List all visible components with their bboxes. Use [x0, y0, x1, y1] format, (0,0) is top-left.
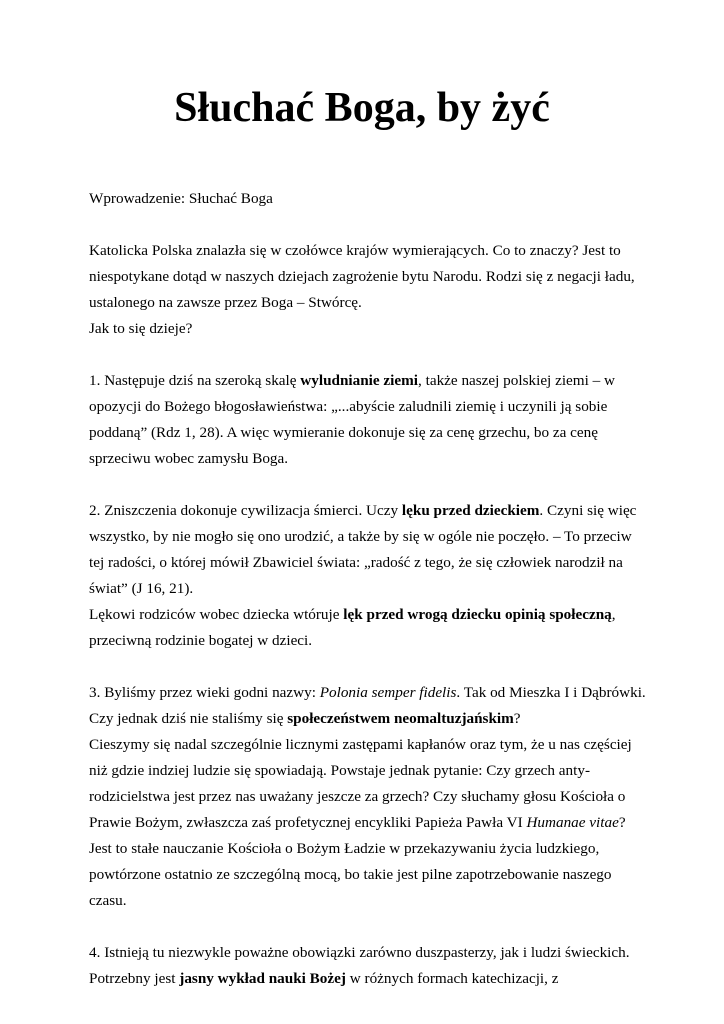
section-2-text: . Czyni się więc wszystko, by nie mogło się ono urodzić, a także by się w ogóle nie poczęło. – To przeciw tej radości, o której mówił Zbawiciel świata: „radość z tego, że się człowiek narodził na świat” (J 16, 21).	[89, 502, 637, 597]
intro-paragraph	[89, 238, 649, 316]
paragraph-gap	[89, 914, 649, 940]
section-3-text: 3. Byliśmy przez wieki godni nazwy:	[89, 684, 320, 701]
section-1	[89, 368, 649, 472]
section-3	[89, 680, 649, 732]
encyclical-title: Humanae vitae	[526, 814, 619, 831]
document-body	[89, 186, 649, 992]
section-2-text: Lękowi rodziców wobec dziecka wtóruje	[89, 606, 344, 623]
section-3-latin-phrase: Polonia semper fidelis	[319, 684, 457, 701]
paragraph-gap	[89, 342, 649, 368]
intro-heading: Wprowadzenie: Słuchać Boga	[89, 190, 273, 207]
section-1-emphasis: wyludnianie ziemi	[300, 372, 419, 389]
paragraph-gap	[89, 212, 649, 238]
section-1-text: 1. Następuje dziś na szeroką skalę	[89, 372, 301, 389]
section-3-text: ?	[513, 710, 521, 727]
section-1-text: , także naszej polskiej ziemi – w opozycji do Bożego błogosławieństwa: „...abyście zaludnili ziemię i uczynili ją sobie poddaną” (Rdz 1, 28). A więc wymieranie dokonuje się za cenę grzechu, bo za cenę sprzeciwu wobec zamysłu Boga.	[89, 372, 615, 467]
intro-question: Jak to się dzieje?	[89, 320, 193, 337]
section-4-text: w różnych formach katechizacji, z	[345, 970, 559, 987]
section-3-emphasis: społeczeństwem neomaltuzjańskim	[287, 710, 514, 727]
section-3-text: . Tak od Mieszka I i Dąbrówki. Czy jednak dziś nie staliśmy się	[89, 684, 646, 727]
section-3-continuation	[89, 732, 649, 914]
paragraph-gap	[89, 654, 649, 680]
section-2-emphasis: lęk przed wrogą dziecku opinią społeczną	[343, 606, 612, 623]
section-2-emphasis: lęku przed dzieckiem	[401, 502, 540, 519]
section-4-emphasis: jasny wykład nauki Bożej	[179, 970, 346, 987]
section-2-text: 2. Zniszczenia dokonuje cywilizacja śmierci. Uczy	[89, 502, 402, 519]
section-2-continuation	[89, 602, 649, 654]
section-4	[89, 940, 649, 992]
section-4-text: 4. Istnieją tu niezwykle poważne obowiązki zarówno duszpasterzy, jak i ludzi świeckich. Potrzebny jest	[89, 944, 630, 987]
section-3-text: Cieszymy się nadal szczególnie licznymi zastępami kapłanów oraz tym, że u nas częściej niż gdzie indziej ludzie się spowiadają. Powstaje jednak pytanie: Czy grzech anty-rodzicielstwa jest przez nas uważany jeszcze za grzech? Czy słuchamy głosu Kościoła o Prawie Bożym, zwłaszcza zaś profetycznej encykliki Papieża Pawła VI	[89, 736, 632, 831]
document-title: Słuchać Boga, by żyć	[174, 85, 550, 131]
section-3-text: ? Jest to stałe nauczanie Kościoła o Bożym Ładzie w przekazywaniu życia ludzkiego, powtórzone ostatnio ze szczególną mocą, bo takie jest pilne zapotrzebowanie naszego czasu.	[89, 814, 626, 909]
section-2	[89, 498, 649, 602]
section-2-text: , przeciwną rodzinie bogatej w dzieci.	[89, 606, 616, 649]
intro-text: Katolicka Polska znalazła się w czołówce krajów wymierających. Co to znaczy? Jest to niespotykane dotąd w naszych dziejach zagrożenie bytu Narodu. Rodzi się z negacji ładu, ustalonego na zawsze przez Boga – Stwórcę.	[89, 242, 635, 311]
paragraph-gap	[89, 472, 649, 498]
